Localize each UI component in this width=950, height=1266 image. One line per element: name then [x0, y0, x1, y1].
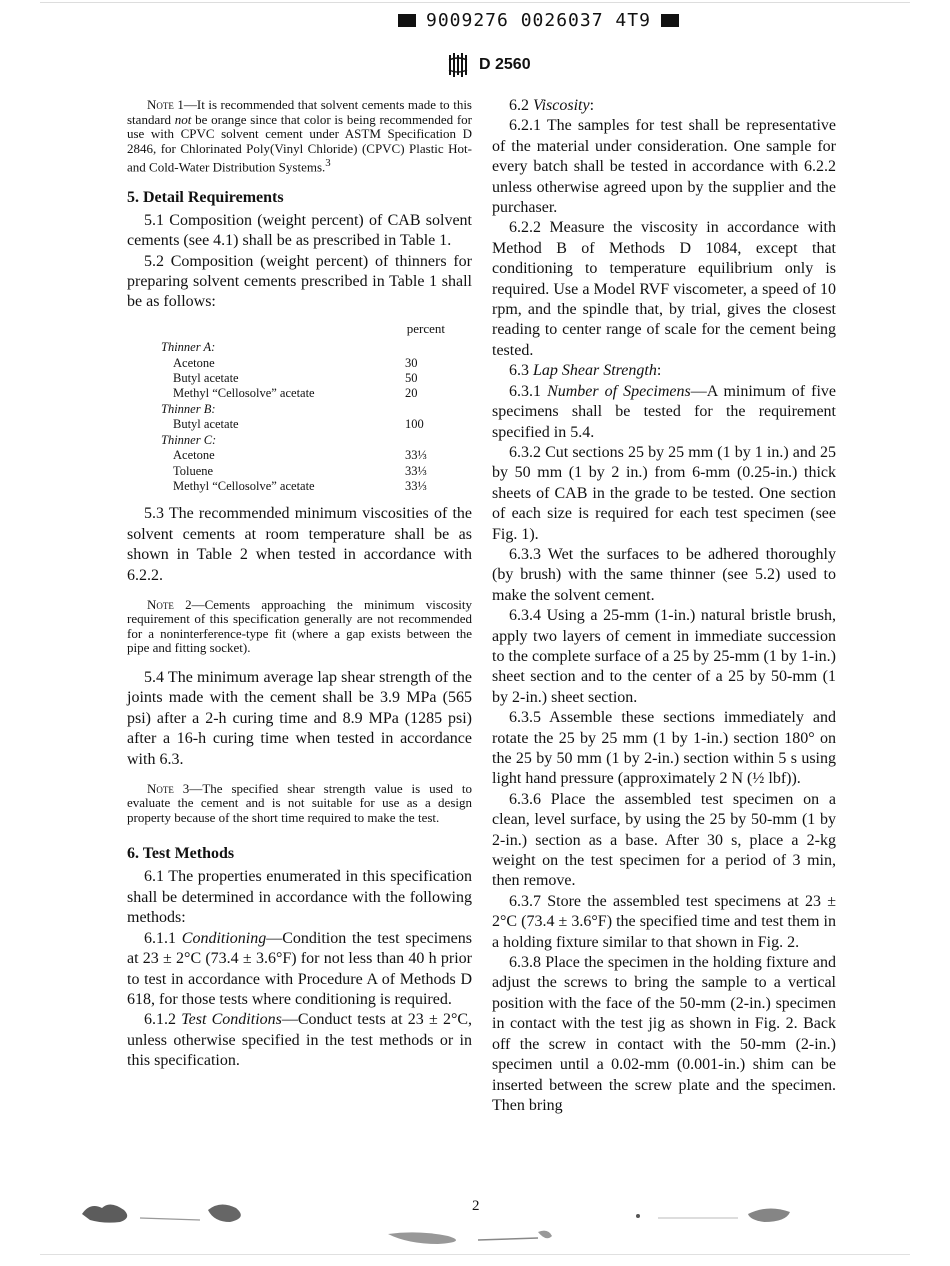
scan-smudge-left: [80, 1196, 260, 1226]
component-name: Butyl acetate: [173, 417, 239, 432]
note-3: [127, 782, 472, 826]
barcode-block-right: [661, 14, 679, 27]
table-row: [161, 371, 445, 386]
paragraph-6-1-2: [127, 1010, 472, 1071]
note-3-text: —The specified shear strength value is used to evaluate the cement and is not suitable for use as a design property because of the short time required to make the test.: [127, 780, 472, 825]
p63-number: 6.3: [509, 362, 533, 380]
component-name: Methyl “Cellosolve” acetate: [173, 386, 315, 401]
component-percent: 30: [405, 355, 418, 370]
component-percent: 33⅓: [405, 478, 427, 493]
component-percent: 50: [405, 371, 418, 386]
table-row: [161, 479, 445, 494]
group-name: Thinner C:: [161, 432, 217, 447]
thinner-composition-table: [161, 321, 445, 494]
paragraph-6-3-1: [492, 382, 836, 443]
note-2-text: —Cements approaching the minimum viscosity requirement of this specification generally are not recommended for a noninterference-type fit (where a gap exists between the pipe and fitting socket).: [127, 596, 472, 656]
right-column: [492, 96, 836, 1116]
table-row: [161, 464, 445, 479]
note-1-emphasis: not: [174, 111, 192, 127]
table-row: [161, 417, 445, 432]
note-2: [127, 598, 472, 656]
p612-title: Test Conditions: [181, 1011, 282, 1029]
footnote-ref-3: 3: [325, 157, 331, 169]
component-name: Toluene: [173, 463, 214, 478]
paragraph-6-3-6: 6.3.6 Place the assembled test specimen on a clean, level surface, by using the 25 by 50-mm (1 by 2-in.) section as a base. After 30 s, place a 2-kg weight on the test specimen for a period of 3 min, then remove.: [492, 790, 836, 890]
group-name: Thinner B:: [161, 401, 216, 416]
paragraph-6-1: 6.1 The properties enumerated in this specification shall be determined in accordance with the following methods:: [127, 868, 472, 927]
p611-number: 6.1.1: [144, 929, 182, 947]
p612-text: —Conduct tests at 23 ± 2°C, unless otherwise specified in the test methods or in this specification.: [127, 1011, 473, 1070]
p631-text: —A minimum of five specimens shall be tested for the requirement specified in 5.4.: [492, 382, 837, 441]
note-1-label: Note 1: [147, 97, 184, 112]
paragraph-5-2: 5.2 Composition (weight percent) of thinners for preparing solvent cements prescribed in Table 1 shall be as follows:: [127, 252, 472, 311]
paragraph-6-3-4: 6.3.4 Using a 25-mm (1-in.) natural bristle brush, apply two layers of cement in immediate succession to the complete surface of a 25 by 25-mm (1 by 1-in.) sheet section and to the center of a 25 by 50-mm (1 by 2-in.) sheet section.: [492, 607, 836, 706]
paragraph-6-2-2: 6.2.2 Measure the viscosity in accordance with Method B of Methods D 1084, except that conditioning to temperature equilibrium only is required. Use a Model RVF viscometer, a speed of 10 rpm, and the spindle that, by trial, gives the closest reading to center range of scale for the cement being tested.: [492, 219, 836, 359]
table-group-row: [161, 402, 445, 417]
component-name: Acetone: [173, 448, 215, 463]
barcode-block-left: [398, 14, 416, 27]
paragraph-6-3: [492, 361, 836, 381]
component-percent: 20: [405, 386, 418, 401]
paragraph-6-3-3: 6.3.3 Wet the surfaces to be adhered thoroughly (by brush) with the same thinner (see 5.2) used to make the solvent cement.: [492, 545, 836, 604]
p612-number: 6.1.2: [144, 1011, 182, 1029]
note-1-text-b: be orange since that color is being recommended for use with CPVC solvent cement under ASTM Specification D 2846, for Chlorinated Poly(Vinyl Chloride) (CPVC) Plastic Hot- and Cold-Water Distribution Systems.: [127, 111, 472, 175]
note-1: [127, 98, 472, 175]
paragraph-6-3-7: 6.3.7 Store the assembled test specimens at 23 ± 2°C (73.4 ± 3.6°F) the specified time and test them in a holding fixture similar to that shown in Fig. 2.: [492, 892, 836, 951]
astm-logo-icon: [447, 52, 469, 78]
paragraph-5-3: 5.3 The recommended minimum viscosities of the solvent cements at room temperature shall be as shown in Table 2 when tested in accordance with 6.2.2.: [127, 505, 472, 584]
p62-colon: :: [589, 97, 595, 114]
group-name: Thinner A:: [161, 340, 216, 355]
p63-colon: :: [656, 362, 662, 380]
note-3-label: Note 3: [147, 780, 190, 796]
p62-number: 6.2: [509, 97, 533, 114]
scan-smudge-center: [358, 1224, 558, 1250]
p63-title: Lap Shear Strength: [533, 362, 657, 380]
paragraph-6-1-1: [127, 929, 472, 1011]
scan-smudge-right: [628, 1202, 798, 1226]
document-id: D 2560: [479, 56, 531, 73]
component-percent: 33⅓: [405, 463, 427, 478]
table-group-row: [161, 340, 445, 355]
paragraph-5-4: 5.4 The minimum average lap shear strength of the joints made with the cement shall be 3.9 MPa (565 psi) after a 2-h curing time and 8.9 MPa (1285 psi) after a 16-h curing time when tested in accordance with 6.3.: [127, 668, 472, 768]
paragraph-6-3-5: 6.3.5 Assemble these sections immediately and rotate the 25 by 25 mm (1 by 1-in.) section 180° on the 25 by 50 mm (1 by 2-in.) section within 5 s using light hand pressure (approximately 2 N (½ lbf)).: [492, 709, 836, 788]
p631-title: Number of Specimens: [547, 382, 691, 400]
component-name: Methyl “Cellosolve” acetate: [173, 478, 315, 493]
page-number: 2: [472, 1198, 480, 1214]
p62-title: Viscosity: [533, 97, 590, 114]
paragraph-6-2-1: 6.2.1 The samples for test shall be representative of the material under consideration. One sample for every batch shall be tested in accordance with 6.2.2 unless otherwise agreed upon by the supplier and the purchaser.: [492, 117, 836, 217]
top-rule: [40, 2, 910, 3]
section-6-heading: 6. Test Methods: [127, 845, 235, 863]
document-barcode-header: [398, 8, 698, 32]
paragraph-6-3-8: 6.3.8 Place the specimen in the holding fixture and adjust the screws to bring the sample to a vertical position with the face of the 50-mm (2-in.) specimen in contact with the test jig as shown in Fig. 2. Back off the screw in contact with the 50-mm (2-in.) specimen until a 0.02-mm (0.001-in.) shim can be inserted between the screw plate and the specimen. Then bring: [492, 954, 836, 1114]
paragraph-6-2: [492, 96, 836, 116]
document-id-header: [447, 52, 531, 78]
table-header-percent: percent: [406, 320, 445, 336]
section-5-heading: 5. Detail Requirements: [127, 188, 284, 206]
p631-number: 6.3.1: [509, 382, 548, 400]
table-row: [161, 448, 445, 463]
barcode-text: 9009276 0026037 4T9: [426, 9, 651, 31]
component-name: Acetone: [173, 355, 215, 370]
table-row: [161, 356, 445, 371]
paragraph-6-3-2: 6.3.2 Cut sections 25 by 25 mm (1 by 1 in.) and 25 by 50 mm (1 by 2 in.) from 6-mm (0.25-in.) thick sheets of CAB in the grade to be tested. One section of each size is required for each test specimen (see Fig. 1).: [492, 443, 836, 543]
table-row: [161, 386, 445, 401]
p611-text: —Condition the test specimens at 23 ± 2°C (73.4 ± 3.6°F) for not less than 40 h prior to test in accordance with Procedure A of Methods D 618, for those tests where conditioning is required.: [127, 929, 472, 1008]
component-percent: 100: [405, 417, 424, 432]
paragraph-5-1: 5.1 Composition (weight percent) of CAB solvent cements (see 4.1) shall be as prescribed in Table 1.: [127, 211, 472, 250]
note-1-text-a: —It is recommended that solvent cements made to this standard: [127, 97, 472, 127]
bottom-rule: [40, 1254, 910, 1255]
component-percent: 33⅓: [405, 448, 427, 463]
p611-title: Conditioning: [181, 929, 267, 947]
note-2-label: Note 2: [147, 596, 192, 612]
component-name: Butyl acetate: [173, 371, 239, 386]
left-column: [127, 96, 472, 1072]
table-group-row: [161, 433, 445, 448]
